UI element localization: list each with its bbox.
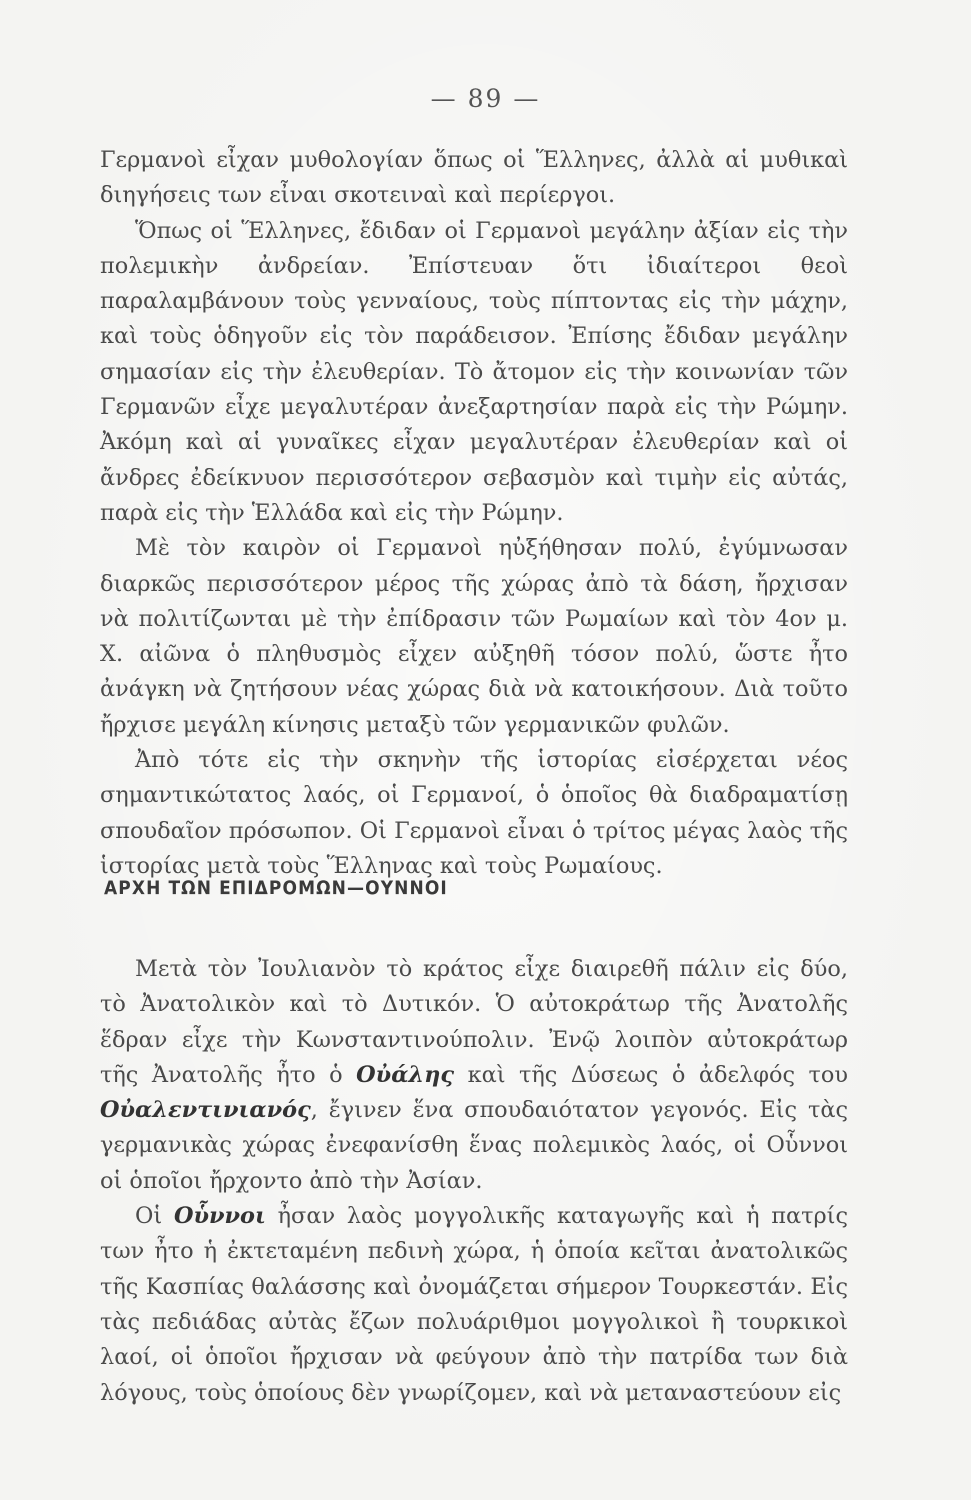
text-section-germans — [100, 143, 848, 884]
emphasized-name-valens: Οὐάλης — [356, 1061, 455, 1088]
text-run: Οἱ — [135, 1203, 174, 1230]
text-run: Μετὰ τὸν Ἰουλιανὸν τὸ κράτος εἶχε διαιρεθῆ πάλιν εἰς δύο, τὸ Ἀνατολικὸν καὶ τὸ Δυτικόν. Ὁ αὐτοκράτωρ τῆς Ἀνατολῆς ἕδραν εἶχε τὴν Κωνσταντινούπολιν. Ἐνῷ λοιπὸν αὐτοκράτωρ τῆς Ἀνατολῆς ἦτο ὁ — [100, 956, 848, 1088]
page-number: — 89 — — [430, 84, 541, 113]
emphasized-name-valentinian: Οὐαλεντινιανός — [100, 1097, 311, 1124]
section-heading: ΑΡΧΗ ΤΩΝ ΕΠΙΔΡΟΜΩΝ—ΟΥΝΝΟΙ — [104, 878, 448, 899]
paragraph — [100, 952, 848, 1199]
paragraph: Γερμανοὶ εἶχαν μυθολογίαν ὅπως οἱ Ἕλληνες, ἀλλὰ αἱ μυθικαὶ διηγήσεις των εἶναι σκοτειναὶ καὶ περίεργοι. — [100, 147, 848, 209]
text-run: , ἔγινεν ἕνα σπουδαιότατον γεγονός. Εἰς τὰς γερμανικὰς χώρας ἐνεφανίσθη ἕνας πολεμικὸς λαός, οἱ Οὗννοι οἱ ὁποῖοι ἤρχοντο ἀπὸ τὴν Ἀσίαν. — [100, 1097, 848, 1194]
paragraph: Ἀπὸ τότε εἰς τὴν σκηνὴν τῆς ἱστορίας εἰσέρχεται νέος σημαντικώτατος λαός, οἱ Γερμανοί, ὁ ὁποῖος θὰ διαδραματίσῃ σπουδαῖον πρόσωπον. Οἱ Γερμανοὶ εἶναι ὁ τρίτος μέγας λαὸς τῆς ἱστορίας μετὰ τοὺς Ἕλληνας καὶ τοὺς Ρωμαίους. — [100, 747, 848, 879]
text-run: καὶ τῆς Δύσεως ὁ ἀδελφός του — [454, 1061, 848, 1088]
paragraph: Ὅπως οἱ Ἕλληνες, ἔδιδαν οἱ Γερμανοὶ μεγάλην ἀξίαν εἰς τὴν πολεμικὴν ἀνδρείαν. Ἐπίστευαν ὅτι ἰδιαίτεροι θεοὶ παραλαμβάνουν τοὺς γενναίους, τοὺς πίπτοντας εἰς τὴν μάχην, καὶ τοὺς ὁδηγοῦν εἰς τὸν παράδεισον. Ἐπίσης ἔδιδαν μεγάλην σημασίαν εἰς τὴν ἐλευθερίαν. Τὸ ἄτομον εἰς τὴν κοινωνίαν τῶν Γερμανῶν εἶχε μεγαλυτέραν ἀνεξαρτησίαν παρὰ εἰς τὴν Ρώμην. Ἀκόμη καὶ αἱ γυναῖκες εἶχαν μεγαλυτέραν ἐλευθερίαν καὶ οἱ ἄνδρες ἐδείκνυον περισσότερον σεβασμὸν καὶ τιμὴν εἰς αὐτάς, παρὰ εἰς τὴν Ἑλλάδα καὶ εἰς τὴν Ρώμην. — [100, 217, 848, 526]
text-section-huns — [100, 952, 848, 1411]
paragraph: Μὲ τὸν καιρὸν οἱ Γερμανοὶ ηὐξήθησαν πολύ, ἐγύμνωσαν διαρκῶς περισσότερον μέρος τῆς χώρας ἀπὸ τὰ δάση, ἤρχισαν νὰ πολιτίζωνται μὲ τὴν ἐπίδρασιν τῶν Ρωμαίων καὶ τὸν 4ον μ. Χ. αἰῶνα ὁ πληθυσμὸς εἶχεν αὐξηθῆ τόσον πολύ, ὥστε ἦτο ἀνάγκη νὰ ζητήσουν νέας χώρας διὰ νὰ κατοικήσουν. Διὰ τοῦτο ἤρχισε μεγάλη κίνησις μεταξὺ τῶν γερμανικῶν φυλῶν. — [100, 535, 848, 738]
emphasized-name-huns: Οὗννοι — [173, 1203, 266, 1230]
paragraph — [100, 1199, 848, 1411]
text-run: ἦσαν λαὸς μογγολικῆς καταγωγῆς καὶ ἡ πατρίς των ἦτο ἡ ἐκτεταμένη πεδινὴ χώρα, ἡ ὁποία κεῖται ἀνατολικῶς τῆς Κασπίας θαλάσσης καὶ ὀνομάζεται σήμερον Τουρκεστάν. Εἰς τὰς πεδιάδας αὐτὰς ἔζων πολυάριθμοι μογγολικοὶ ἢ τουρκικοὶ λαοί, οἱ ὁποῖοι ἤρχισαν νὰ φεύγουν ἀπὸ τὴν πατρίδα των διὰ λόγους, τοὺς ὁποίους δὲν γνωρίζομεν, καὶ νὰ μεταναστεύουν εἰς — [100, 1203, 848, 1406]
